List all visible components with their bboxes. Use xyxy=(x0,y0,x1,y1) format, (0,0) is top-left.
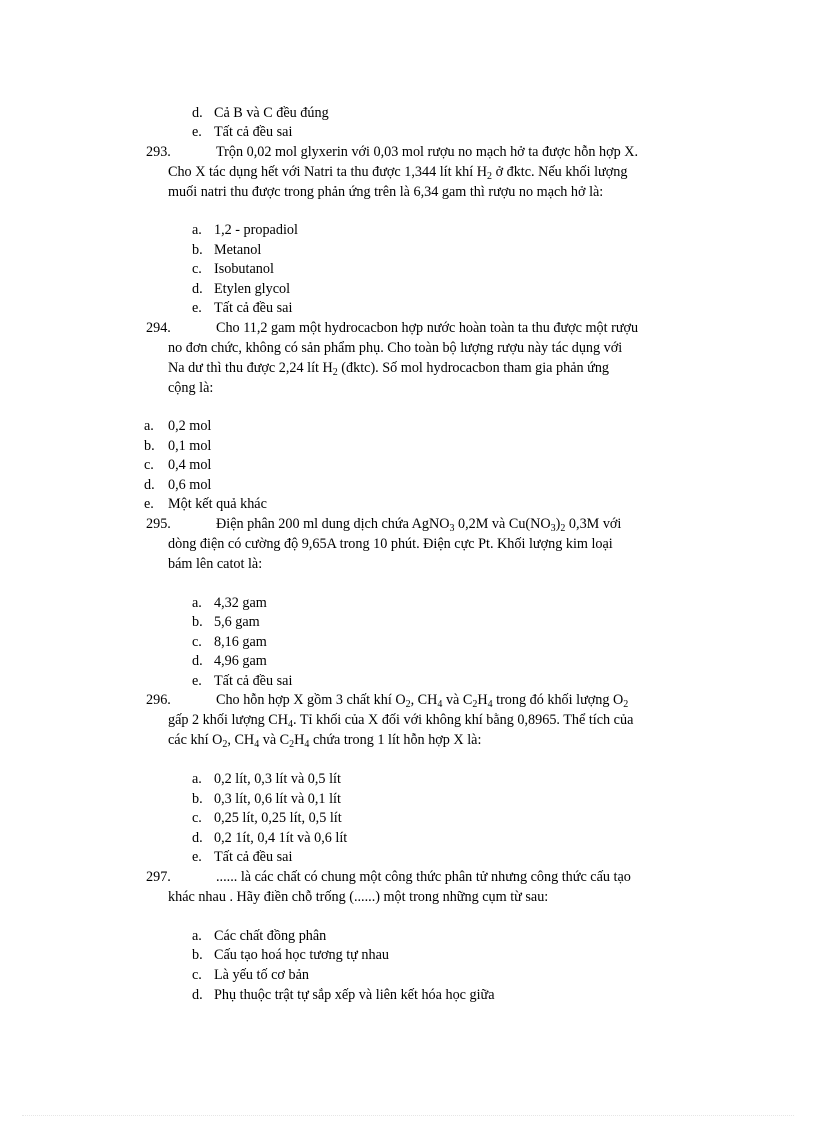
option-d: d. 0,6 mol xyxy=(144,477,212,493)
option-b: b. 0,3 lít, 0,6 lít và 0,1 lít xyxy=(192,791,341,807)
question-text: Cho X tác dụng hết với Natri ta thu được 1,344 lít khí $H_2$ ở đktc. Nếu khối lượng xyxy=(168,164,628,182)
question-text: no đơn chức, không có sản phẩm phụ. Cho toàn bộ lượng rượu này tác dụng với xyxy=(168,340,623,356)
option-b: b. Metanol xyxy=(192,242,262,258)
option-a: a. 0,2 mol xyxy=(144,418,212,434)
option-d: d. 0,2 1ít, 0,4 1ít và 0,6 lít xyxy=(192,830,348,846)
option-a: a. 1,2 - propadiol xyxy=(192,222,298,238)
question-number: 293. xyxy=(146,144,171,160)
question-text: Trộn 0,02 mol glyxerin với 0,03 mol rượu no mạch hở ta được hỗn hợp X. xyxy=(216,144,639,160)
question-text: muối natri thu được trong phản ứng trên là 6,34 gam thì rượu no mạch hở là: xyxy=(168,184,604,200)
option-c: c. Là yếu tố cơ bản xyxy=(192,967,309,983)
option-c: c. 8,16 gam xyxy=(192,634,267,650)
question-text: Cho hỗn hợp X gồm 3 chất khí $O_2$, $CH_4$ và $C_2H_4$ trong đó khối lượng $O_2$ xyxy=(216,692,629,710)
option-b: b. 0,1 mol xyxy=(144,438,212,454)
option-e: e. Tất cả đều sai xyxy=(192,673,293,689)
option-b: b. 5,6 gam xyxy=(192,614,260,630)
question-number: 296. xyxy=(146,692,171,708)
question-text: các khí $O_2$, $CH_4$ và $C_2H_4$ chứa trong 1 lít hỗn hợp X là: xyxy=(168,732,482,750)
option-d: d. Phụ thuộc trật tự sắp xếp và liên kết hóa học giữa xyxy=(192,987,495,1003)
question-text: dòng điện có cường độ 9,65A trong 10 phút. Điện cực Pt. Khối lượng kim loại xyxy=(168,536,613,552)
question-text: ...... là các chất có chung một công thức phân tử nhưng công thức cấu tạo xyxy=(216,869,631,885)
option-a: a. Các chất đồng phân xyxy=(192,928,327,944)
question-text: khác nhau . Hãy điền chỗ trống (......) một trong những cụm từ sau: xyxy=(168,889,549,905)
option-d: d. 4,96 gam xyxy=(192,653,267,669)
option-c: c. Isobutanol xyxy=(192,261,274,277)
option-b: b. Cấu tạo hoá học tương tự nhau xyxy=(192,947,389,963)
option-c: c. 0,4 mol xyxy=(144,457,212,473)
question-number: 294. xyxy=(146,320,171,336)
list-item: d. Cả B và C đều đúng xyxy=(192,105,329,121)
option-c: c. 0,25 lít, 0,25 lít, 0,5 lít xyxy=(192,810,342,826)
question-number: 297. xyxy=(146,869,171,885)
question-text: cộng là: xyxy=(168,380,214,396)
question-text: bám lên catot là: xyxy=(168,556,263,572)
question-text: Điện phân 200 ml dung dịch chứa AgNO$_3$ 0,2M và $Cu(NO_3)_2$ 0,3M với xyxy=(216,516,622,534)
option-a: a. 0,2 lít, 0,3 lít và 0,5 lít xyxy=(192,771,341,787)
list-item: e. Tất cả đều sai xyxy=(192,124,293,140)
question-number: 295. xyxy=(146,516,171,532)
question-text: Cho 11,2 gam một hydrocacbon hợp nước hoàn toàn ta thu được một rượu xyxy=(216,320,639,336)
question-text: Na dư thì thu được 2,24 lít $H_2$ (đktc). Số mol hydrocacbon tham gia phản ứng xyxy=(168,360,610,378)
option-e: e. Một kết quả khác xyxy=(144,496,267,512)
option-d: d. Etylen glycol xyxy=(192,281,291,297)
option-e: e. Tất cả đều sai xyxy=(192,300,293,316)
question-text: gấp 2 khối lượng $CH_4$. Tỉ khối của X đối với không khí bằng 0,8965. Thể tích của xyxy=(168,712,634,730)
option-e: e. Tất cả đều sai xyxy=(192,849,293,865)
page-bottom-rule xyxy=(22,1115,794,1116)
option-a: a. 4,32 gam xyxy=(192,595,267,611)
